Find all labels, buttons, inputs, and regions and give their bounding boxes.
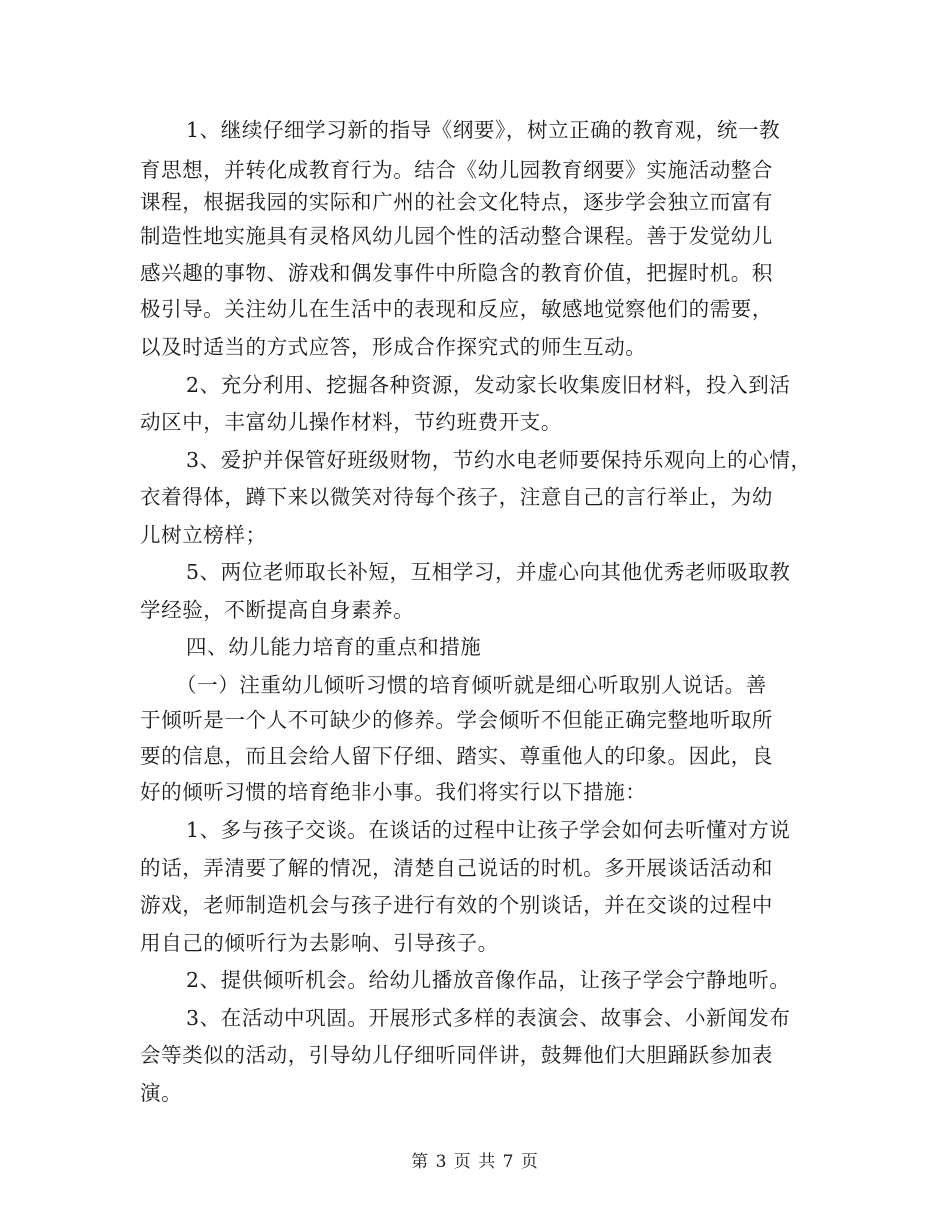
text-line: 会等类似的活动，引导幼儿仔细听同伴讲，鼓舞他们大胆踊跃参加表 xyxy=(140,1043,773,1067)
text-line: （一）注重幼儿倾听习惯的培育倾听就是细心听取别人说话。善 xyxy=(176,673,767,697)
text-line: 制造性地实施具有灵格风幼儿园个性的活动整合课程。善于发觉幼儿 xyxy=(140,224,773,248)
text-line: 2、提供倾听机会。给幼儿播放音像作品，让孩子学会宁静地听。 xyxy=(186,968,791,992)
text-line: 的话，弄清要了解的情况，清楚自己说话的时机。多开展谈话活动和 xyxy=(140,856,773,880)
page-number-footer: 第 3 页 共 7 页 xyxy=(411,1152,539,1172)
text-line: 要的信息，而且会给人留下仔细、踏实、尊重他人的印象。因此，良 xyxy=(140,744,773,768)
text-line: 动区中，丰富幼儿操作材料，节约班费开支。 xyxy=(140,410,562,434)
text-line: 儿树立榜样； xyxy=(140,523,267,547)
text-line: 用自己的倾听行为去影响、引导孩子。 xyxy=(140,931,499,955)
text-line: 课程，根据我园的实际和广州的社会文化特点，逐步学会独立而富有 xyxy=(140,190,773,214)
text-line: 2、充分利用、挖掘各种资源，发动家长收集废旧材料，投入到活 xyxy=(186,373,791,397)
text-line: 衣着得体，蹲下来以微笑对待每个孩子，注意自己的言行举止，为幼 xyxy=(140,485,773,509)
text-line: 3、爱护并保管好班级财物，节约水电老师要保持乐观向上的心情， xyxy=(186,448,812,472)
text-line: 1、继续仔细学习新的指导《纲要》，树立正确的教育观，统一教 xyxy=(186,118,781,142)
text-line: 育思想，并转化成教育行为。结合《幼儿园教育纲要》实施活动整合 xyxy=(140,158,773,182)
section-heading: 四、幼儿能力培育的重点和措施 xyxy=(186,635,482,659)
text-line: 演。 xyxy=(140,1081,183,1105)
text-line: 好的倾听习惯的培育绝非小事。我们将实行以下措施： xyxy=(140,780,647,804)
text-line: 以及时适当的方式应答，形成合作探究式的师生互动。 xyxy=(140,335,647,359)
text-line: 感兴趣的事物、游戏和偶发事件中所隐含的教育价值，把握时机。积 xyxy=(140,261,773,285)
text-line: 极引导。关注幼儿在生活中的表现和反应，敏感地觉察他们的需要， xyxy=(140,297,773,321)
text-line: 5、两位老师取长补短，互相学习，并虚心向其他优秀老师吸取教 xyxy=(186,560,791,584)
text-line: 游戏，老师制造机会与孩子进行有效的个别谈话，并在交谈的过程中 xyxy=(140,893,773,917)
text-line: 学经验，不断提高自身素养。 xyxy=(140,598,415,622)
text-line: 1、多与孩子交谈。在谈话的过程中让孩子学会如何去听懂对方说 xyxy=(186,818,791,842)
text-line: 于倾听是一个人不可缺少的修养。学会倾听不但能正确完整地听取所 xyxy=(140,708,773,732)
text-line: 3、在活动中巩固。开展形式多样的表演会、故事会、小新闻发布 xyxy=(186,1006,791,1030)
